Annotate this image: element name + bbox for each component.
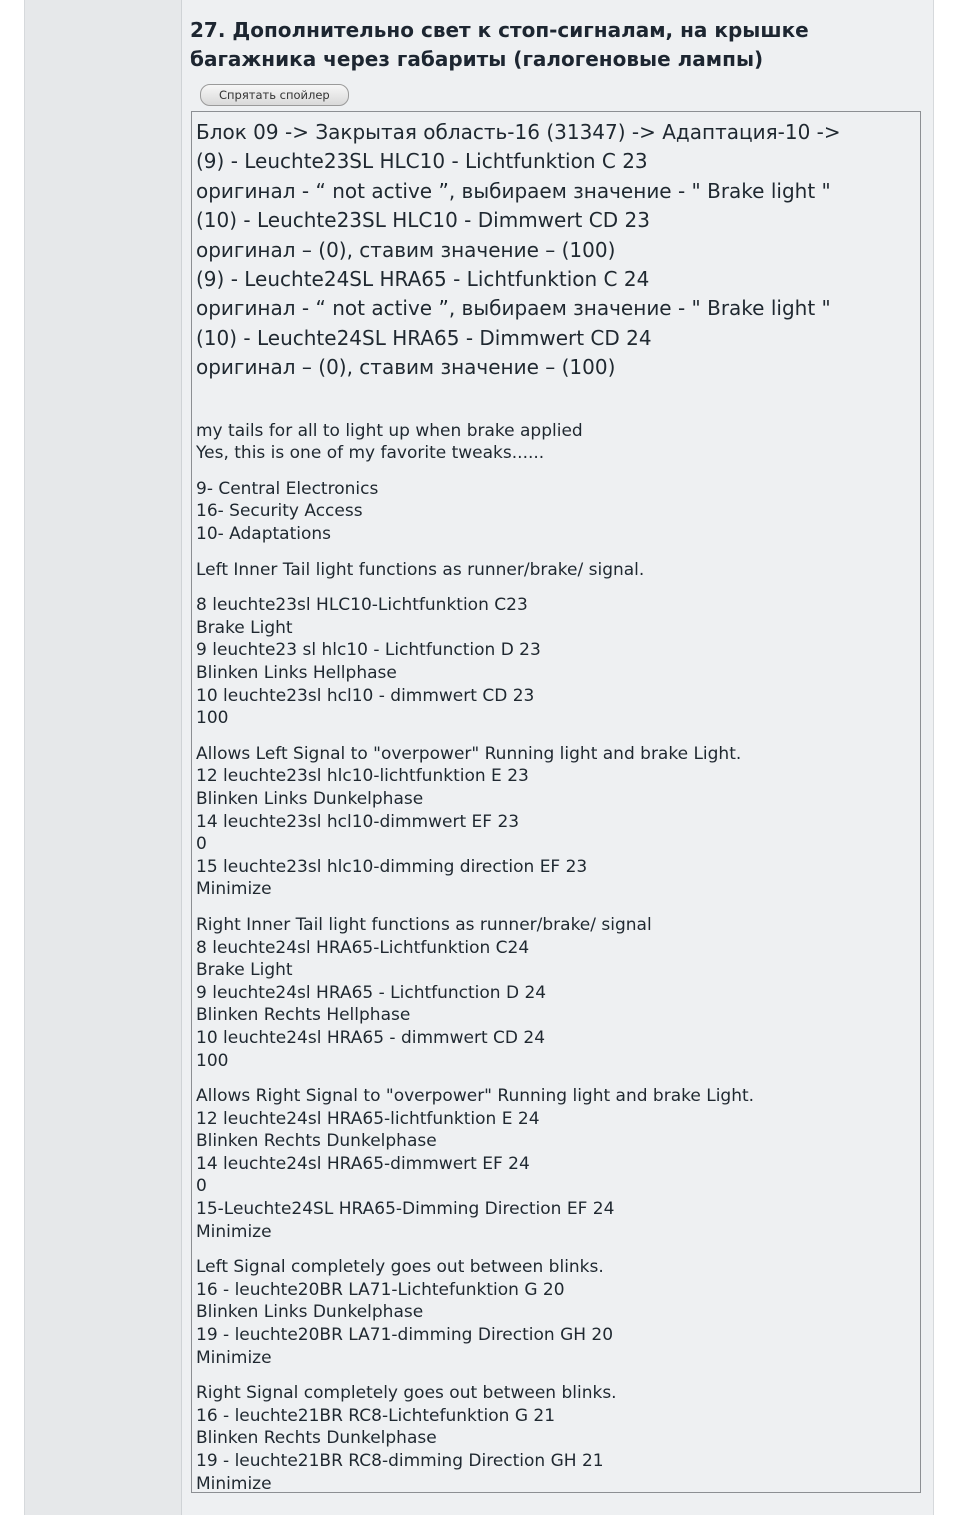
quoted-line: 14 leuchte24sl HRA65-dimmwert EF 24	[196, 1153, 530, 1174]
quoted-line: Blinken Rechts Hellphase	[196, 1005, 411, 1026]
instruction-line: (10) - Leuchte23SL HLC10 - Dimmwert CD 23	[196, 208, 650, 233]
quoted-line: Brake Light	[196, 617, 293, 638]
quoted-line: 8 leuchte24sl HRA65-Lichtfunktion C24	[196, 937, 530, 958]
quoted-paragraph	[196, 743, 916, 901]
quoted-line: 9 leuchte24sl HRA65 - Lichtfunction D 24	[196, 982, 547, 1003]
quoted-line: Minimize	[196, 1221, 272, 1242]
quoted-line: 100	[196, 1050, 229, 1071]
quoted-line: Blinken Rechts Dunkelphase	[196, 1131, 437, 1152]
quoted-paragraph	[196, 478, 916, 546]
quoted-line: Brake Light	[196, 960, 293, 981]
quoted-line: Blinken Rechts Dunkelphase	[196, 1428, 437, 1449]
quoted-line: Minimize	[196, 1473, 272, 1494]
instruction-line: оригинал - “ not active ”, выбираем значение - " Brake light "	[196, 178, 831, 203]
instruction-line: оригинал – (0), ставим значение – (100)	[196, 237, 616, 262]
quoted-line: 15-Leuchte24SL HRA65-Dimming Direction EF 24	[196, 1199, 615, 1220]
instruction-line: Блок 09 -> Закрытая область-16 (31347) -> Адаптация-10 ->	[196, 120, 841, 144]
quoted-line: 16- Security Access	[196, 501, 363, 522]
instruction-line: оригинал - “ not active ”, выбираем значение - " Brake light "	[196, 296, 831, 321]
quoted-line: 10 leuchte24sl HRA65 - dimmwert CD 24	[196, 1027, 546, 1048]
quoted-line: Yes, this is one of my favorite tweaks......	[196, 443, 545, 464]
quoted-line: Right Inner Tail light functions as runner/brake/ signal	[196, 914, 652, 935]
post-body	[190, 0, 925, 1494]
instruction-line: (9) - Leuchte24SL HRA65 - Lichtfunktion C 24	[196, 267, 650, 292]
instruction-line: (9) - Leuchte23SL HLC10 - Lichtfunktion C 23	[196, 149, 648, 174]
instruction-line: оригинал – (0), ставим значение – (100)	[196, 355, 616, 380]
quoted-paragraph	[196, 559, 916, 582]
hide-spoiler-button[interactable]: Спрятать спойлер	[200, 84, 349, 106]
quoted-line: 16 - leuchte20BR LA71-Lichtefunktion G 20	[196, 1279, 565, 1300]
quoted-paragraph	[196, 1382, 916, 1495]
quoted-line: Blinken Links Hellphase	[196, 663, 397, 683]
spoiler-content	[191, 111, 921, 1493]
spacer	[196, 383, 916, 420]
quoted-line: 0	[196, 834, 207, 855]
quoted-paragraph	[196, 1256, 916, 1369]
post-author-column	[25, 0, 182, 1515]
quoted-line: 8 leuchte23sl HLC10-Lichtfunktion C23	[196, 595, 528, 616]
quoted-line: 12 leuchte23sl hlc10-lichtfunktion E 23	[196, 766, 529, 787]
quoted-line: 19 - leuchte20BR LA71-dimming Direction GH 20	[196, 1325, 614, 1346]
quoted-line: 19 - leuchte21BR RC8-dimming Direction GH 21	[196, 1451, 604, 1471]
quoted-line: 9- Central Electronics	[196, 478, 379, 499]
instruction-line: (10) - Leuchte24SL HRA65 - Dimmwert CD 24	[196, 325, 652, 350]
quoted-line: Left Inner Tail light functions as runner/brake/ signal.	[196, 559, 645, 580]
quoted-line: Allows Right Signal to "overpower" Running light and brake Light.	[196, 1086, 755, 1107]
quoted-line: 14 leuchte23sl hcl10-dimmwert EF 23	[196, 811, 520, 832]
quoted-line: 16 - leuchte21BR RC8-Lichtefunktion G 21	[196, 1405, 556, 1426]
forum-post-frame	[24, 0, 934, 1515]
post-title: 27. Дополнительно свет к стоп-сигналам, на крышке багажника через габариты (галогеновые лампы)	[190, 18, 809, 71]
quoted-paragraph	[196, 914, 916, 1072]
quoted-line: Minimize	[196, 879, 272, 900]
quoted-line: 9 leuchte23 sl hlc10 - Lichtfunction D 23	[196, 640, 541, 661]
quoted-line: Allows Left Signal to "overpower" Running light and brake Light.	[196, 743, 742, 764]
quoted-line: 15 leuchte23sl hlc10-dimming direction EF 23	[196, 856, 588, 877]
quoted-paragraph	[196, 1085, 916, 1243]
quoted-line: 10 leuchte23sl hcl10 - dimmwert CD 23	[196, 685, 535, 706]
quoted-line: Left Signal completely goes out between blinks.	[196, 1257, 604, 1278]
quoted-paragraph	[196, 420, 916, 465]
quoted-line: my tails for all to light up when brake applied	[196, 420, 583, 441]
quoted-line: 12 leuchte24sl HRA65-lichtfunktion E 24	[196, 1108, 540, 1129]
quoted-line: Blinken Links Dunkelphase	[196, 788, 424, 809]
quoted-paragraph	[196, 594, 916, 730]
quoted-line: Minimize	[196, 1347, 272, 1368]
quoted-line: Blinken Links Dunkelphase	[196, 1302, 424, 1323]
adaptation-instructions	[196, 118, 916, 383]
quoted-line: 0	[196, 1176, 207, 1197]
quoted-line: 10- Adaptations	[196, 524, 332, 545]
quoted-line: Right Signal completely goes out between blinks.	[196, 1383, 617, 1404]
quoted-line: 100	[196, 708, 229, 729]
